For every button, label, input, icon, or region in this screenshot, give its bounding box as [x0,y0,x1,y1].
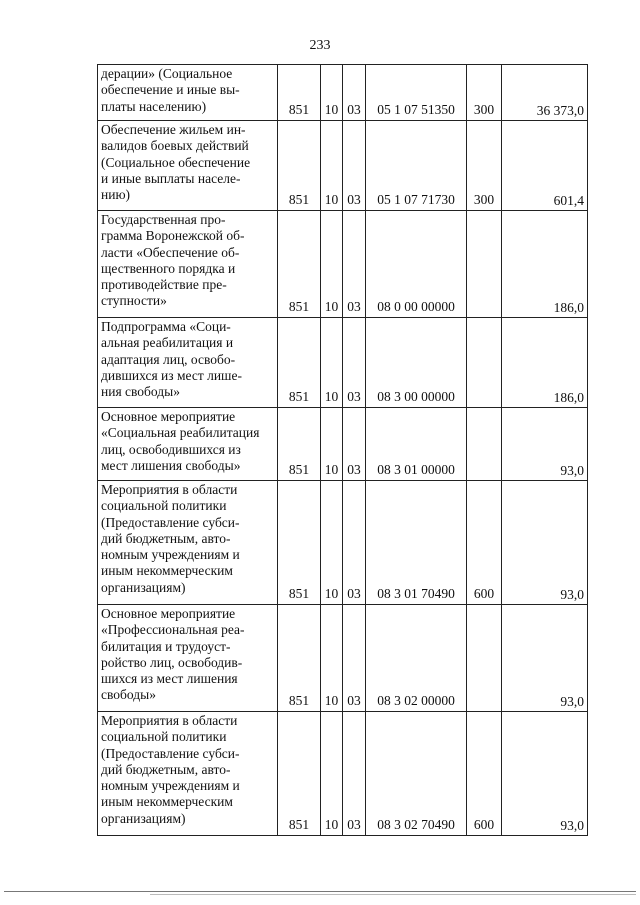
row-rz: 10 [321,605,343,712]
row-vr: 300 [467,121,502,211]
row-name: Подпрограмма «Соци- альная реабилитация и адаптация лиц, освобо- дившихся из мест лише- ния свободы» [98,318,278,408]
row-pr: 03 [343,121,366,211]
table-row [98,121,588,211]
table-row [98,712,588,836]
row-csr: 05 1 07 71730 [366,121,467,211]
row-grbs: 851 [278,605,321,712]
row-name: Основное мероприятие «Социальная реабилитация лиц, освободившихся из мест лишения свободы» [98,408,278,481]
row-grbs: 851 [278,408,321,481]
row-vr [467,318,502,408]
row-vr: 300 [467,65,502,121]
row-sum: 93,0 [502,481,588,605]
row-grbs: 851 [278,65,321,121]
row-name: дерации» (Социальное обеспечение и иные вы- платы населению) [98,65,278,121]
row-name: Государственная про- грамма Воронежской об- ласти «Обеспечение об- щественного порядка и противодействие пре- ступности» [98,211,278,318]
row-csr: 08 3 02 00000 [366,605,467,712]
table-row [98,318,588,408]
page-bottom-rule-shadow [150,894,636,895]
row-sum: 601,4 [502,121,588,211]
row-pr: 03 [343,481,366,605]
row-rz: 10 [321,211,343,318]
row-grbs: 851 [278,318,321,408]
row-csr: 08 3 02 70490 [366,712,467,836]
row-sum: 93,0 [502,408,588,481]
row-rz: 10 [321,318,343,408]
row-pr: 03 [343,318,366,408]
row-name: Мероприятия в области социальной политики (Предоставление субси- дий бюджетным, авто- номным учреждениям и иным некоммерческим организациям) [98,481,278,605]
page-bottom-rule [4,891,636,892]
row-vr: 600 [467,712,502,836]
row-sum: 93,0 [502,605,588,712]
row-vr [467,408,502,481]
row-rz: 10 [321,65,343,121]
table-row [98,211,588,318]
row-csr: 05 1 07 51350 [366,65,467,121]
table-row [98,605,588,712]
row-pr: 03 [343,408,366,481]
row-grbs: 851 [278,481,321,605]
row-csr: 08 3 00 00000 [366,318,467,408]
row-sum: 186,0 [502,318,588,408]
table-row [98,408,588,481]
row-csr: 08 3 01 00000 [366,408,467,481]
row-name: Основное мероприятие «Профессиональная реа- билитация и трудоуст- ройство лиц, освободив- шихся из мест лишения свободы» [98,605,278,712]
row-rz: 10 [321,121,343,211]
row-sum: 186,0 [502,211,588,318]
row-vr [467,605,502,712]
table-row [98,481,588,605]
row-pr: 03 [343,211,366,318]
table-row [98,65,588,121]
row-rz: 10 [321,408,343,481]
row-name: Обеспечение жильем ин- валидов боевых действий (Социальное обеспечение и иные выплаты населе- нию) [98,121,278,211]
row-csr: 08 0 00 00000 [366,211,467,318]
row-rz: 10 [321,481,343,605]
row-sum: 36 373,0 [502,65,588,121]
page-number: 233 [309,38,331,53]
row-grbs: 851 [278,121,321,211]
budget-table [97,64,588,836]
row-pr: 03 [343,712,366,836]
row-vr [467,211,502,318]
row-vr: 600 [467,481,502,605]
row-grbs: 851 [278,712,321,836]
row-grbs: 851 [278,211,321,318]
row-pr: 03 [343,65,366,121]
row-pr: 03 [343,605,366,712]
row-name: Мероприятия в области социальной политики (Предоставление субси- дий бюджетным, авто- номным учреждениям и иным некоммерческим организациям) [98,712,278,836]
row-csr: 08 3 01 70490 [366,481,467,605]
row-sum: 93,0 [502,712,588,836]
row-rz: 10 [321,712,343,836]
